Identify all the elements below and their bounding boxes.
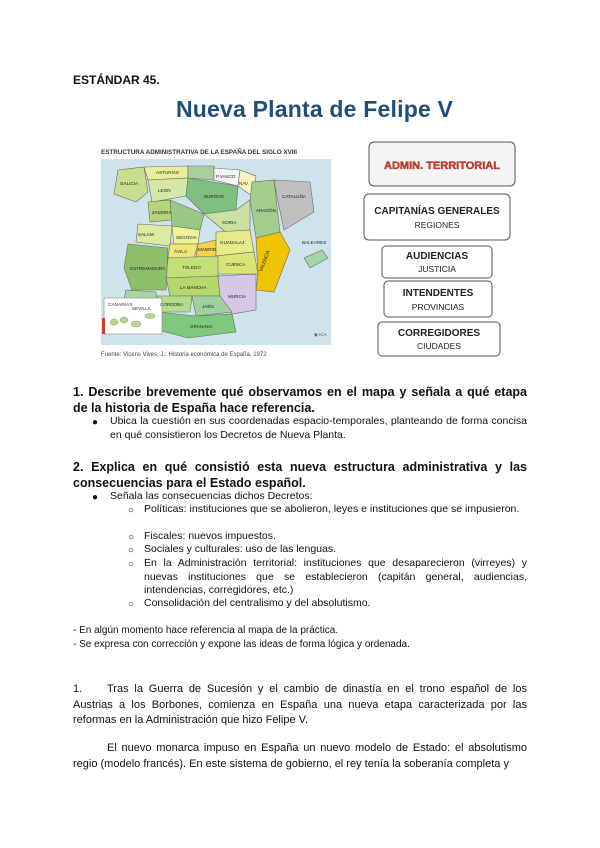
- corregidores-sub: CIUDADES: [417, 341, 461, 351]
- audiencias-title: AUDIENCIAS: [405, 251, 469, 262]
- label-granada: GRANADA: [190, 324, 213, 329]
- label-burgos: BURGOS: [204, 194, 224, 199]
- map-badge: ◉ ICA: [314, 332, 327, 337]
- label-salamanca: SALAM.: [138, 232, 155, 237]
- intendentes-sub: PROVINCIAS: [411, 302, 465, 312]
- administrative-map-figure: [96, 140, 524, 362]
- label-extremadura: EXTREMADURA: [130, 266, 166, 271]
- label-asturias: ASTURIAS: [156, 170, 179, 175]
- intendentes-box: [384, 281, 492, 317]
- capitanias-sub: REGIONES: [414, 220, 460, 230]
- label-baleares: BALEARES: [302, 240, 327, 245]
- label-cataluna: CATALUÑA: [282, 194, 306, 199]
- consequence-item: Fiscales: nuevos impuestos.: [144, 530, 276, 542]
- label-avila: ÁVILA: [174, 249, 188, 254]
- label-navarra: NAV.: [239, 181, 249, 186]
- capitanias-box: [364, 194, 510, 240]
- circle-bullet-icon: ○: [128, 545, 135, 556]
- audiencias-box: [382, 246, 492, 278]
- region-cantabria: [188, 166, 214, 180]
- corregidores-box: [378, 322, 500, 356]
- label-cuenca: CUENCA: [226, 262, 246, 267]
- consequence-item: En la Administración territorial: instituciones que desaparecieron (virreyes) y nuevas instituciones que se establecieron (capitán general, audiencias, intendencias, corregidores, etc.): [144, 557, 527, 596]
- capitanias-title: CAPITANÍAS GENERALES: [374, 206, 500, 217]
- map-title: ESTRUCTURA ADMINISTRATIVA DE LA ESPAÑA DEL SIGLO XVIII: [101, 149, 298, 156]
- map-source: Fuente: Vicens Vives, J.: Historia económica de España, 1972: [101, 352, 267, 358]
- red-marker: [102, 318, 105, 334]
- label-guadalajara: GUADALAJ.: [220, 240, 246, 245]
- label-valencia: VALENCIA: [258, 249, 271, 273]
- page-title: Nueva Planta de Felipe V: [176, 96, 454, 122]
- criterion-line: - Se expresa con corrección y expone las ideas de forma lógica y ordenada.: [73, 639, 410, 650]
- label-mancha: LA MANCHA: [180, 285, 207, 290]
- label-soria: SORIA: [222, 220, 237, 225]
- canarias-label: CANARIAS: [108, 303, 133, 308]
- consequence-item: Consolidación del centralismo y del absolutismo.: [144, 597, 371, 609]
- circle-bullet-icon: ○: [128, 559, 135, 570]
- label-aragon: ARAGÓN: [256, 208, 276, 213]
- label-madrid: MADRID: [198, 247, 217, 252]
- answer-paragraph-1: Tras la Guerra de Sucesión y el cambio de dinastía en el trono español de los Austrias a los Borbones, comienza en España una nueva etapa caracterizada por las reformas en la Administración que hizo Felipe V.: [73, 683, 527, 726]
- admin-territorial-box: [369, 142, 515, 186]
- label-cordoba: CÓRDOBA: [160, 302, 184, 307]
- answer-paragraph-2: El nuevo monarca impuso en España un nuevo modelo de Estado: el absolutismo regio (modelo francés). En este sistema de gobierno, el rey tenía la soberanía completa y: [73, 742, 527, 770]
- label-vasco: P.VASCO: [216, 174, 236, 179]
- label-galicia: GALICIA: [120, 181, 139, 186]
- label-toledo: TOLEDO: [182, 265, 201, 270]
- answer-number: 1.: [73, 683, 83, 695]
- label-segovia: SEGOVIA: [176, 235, 197, 240]
- label-zamora: ZAMORA: [152, 210, 172, 215]
- label-jaen: JAÉN: [202, 304, 214, 309]
- question-2-title: 2. Explica en qué consistió esta nueva estructura administrativa y las consecuencias para el Estado español.: [73, 460, 527, 490]
- question-1-bullet: Ubica la cuestión en sus coordenadas espacio-temporales, planteando de forma concisa en qué consistieron los Decretos de Nueva Planta.: [110, 415, 527, 441]
- corregidores-title: CORREGIDORES: [397, 328, 481, 339]
- consequence-item: Sociales y culturales: uso de las lenguas.: [144, 543, 337, 555]
- question-1-title: 1. Describe brevemente qué observamos en el mapa y señala a qué etapa de la historia de España hace referencia.: [73, 385, 527, 415]
- intendentes-title: INTENDENTES: [402, 288, 474, 299]
- criterion-line: - En algún momento hace referencia al mapa de la práctica.: [73, 625, 339, 636]
- question-2-bullet: Señala las consecuencias dichos Decretos:: [110, 490, 313, 502]
- admin-territorial-title: ADMIN. TERRITORIAL: [384, 160, 500, 172]
- circle-bullet-icon: ○: [128, 599, 135, 610]
- audiencias-sub: JUSTICIA: [418, 264, 456, 274]
- circle-bullet-icon: ○: [128, 532, 135, 543]
- standard-label: ESTÁNDAR 45.: [73, 73, 160, 87]
- bullet-icon: ●: [92, 417, 99, 428]
- label-leon: LEÓN: [158, 188, 171, 193]
- circle-bullet-icon: ○: [128, 505, 135, 516]
- label-murcia: MURCIA: [228, 294, 247, 299]
- consequence-item: Políticas: instituciones que se abolieron, leyes e instituciones que se impusieron.: [144, 503, 520, 515]
- label-sevilla: SEVILLA: [132, 306, 151, 311]
- bullet-icon: ●: [92, 492, 99, 503]
